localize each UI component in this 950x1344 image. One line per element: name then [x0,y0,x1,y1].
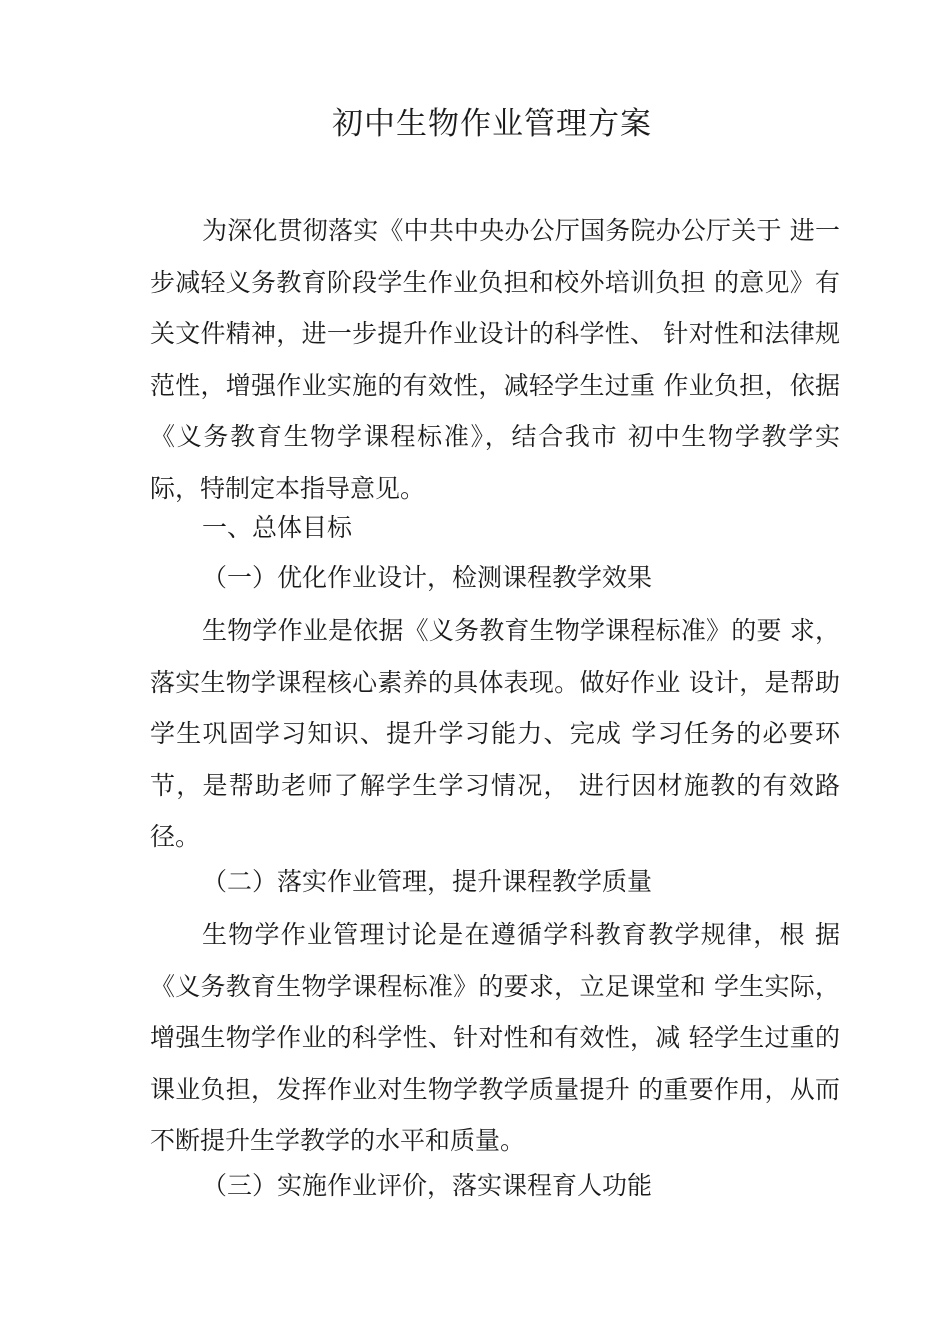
subsection-heading-2: （二）落实作业管理，提升课程教学质量 [202,867,653,896]
subsection-heading-1: （一）优化作业设计，检测课程教学效果 [202,563,653,592]
subsection-2-paragraph: 生物学作业管理讨论是在遵循学科教育教学规律，根 据《义务教育生物学课程标准》的要求，立足课堂和 学生实际，增强生物学作业的科学性、针对性和有效性，减 轻学生过重的课业负担，发挥作业对生物学教学质量提升 的重要作用，从而不断提升生学教学的水平和质量。 [150,920,840,1155]
subsection-heading-3: （三）实施作业评价，落实课程育人功能 [202,1171,653,1200]
intro-paragraph: 为深化贯彻落实《中共中央办公厅国务院办公厅关于 进一步减轻义务教育阶段学生作业负担和校外培训负担 的意见》有关文件精神，进一步提升作业设计的科学性、 针对性和法律规范性，增强作业实施的有效性，减轻学生过重 作业负担，依据《义务教育生物学课程标准》，结合我市 初中生物学教学实际，特制定本指导意见。 [150,216,840,503]
document-title: 初中生物作业管理方案 [332,106,652,142]
section-heading-overall-goals: 一、总体目标 [202,513,353,542]
subsection-1-paragraph: 生物学作业是依据《义务教育生物学课程标准》的要 求，落实生物学课程核心素养的具体表现。做好作业 设计，是帮助学生巩固学习知识、提升学习能力、完成 学习任务的必要环节，是帮助老师了解学生学习情况， 进行因材施教的有效路径。 [150,616,840,851]
